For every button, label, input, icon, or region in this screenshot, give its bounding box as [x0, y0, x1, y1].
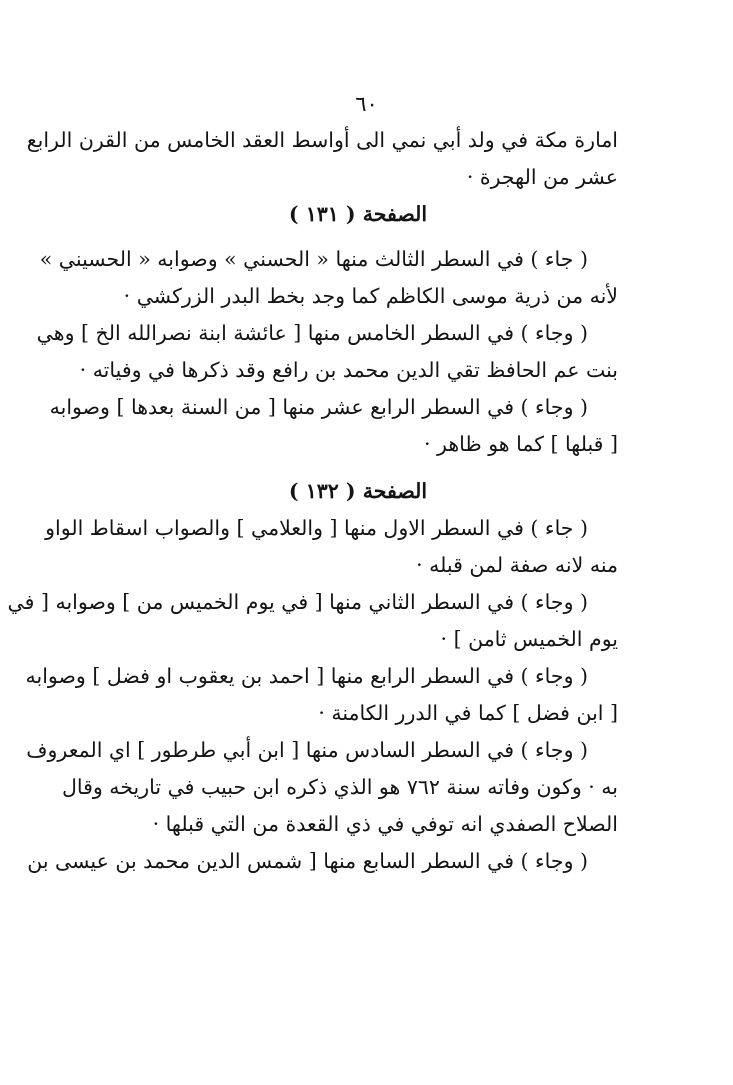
- text-line: ( وجاء ) في السطر الرابع عشر منها [ من السنة بعدها ] وصوابه: [49, 395, 588, 419]
- text-line: ( وجاء ) في السطر الثاني منها [ في يوم الخميس من ] وصوابه [ في: [7, 590, 588, 614]
- text-line: الصلاح الصفدي انه توفي في ذي القعدة من التي قبلها ·: [152, 812, 618, 836]
- text-line: لأنه من ذرية موسى الكاظم كما وجد بخط البدر الزركشي ·: [123, 284, 618, 308]
- text-line: عشر من الهجرة ·: [466, 165, 618, 189]
- text-line: بنت عم الحافظ تقي الدين محمد بن رافع وقد ذكرها في وفياته ·: [79, 358, 618, 382]
- text-line: [ قبلها ] كما هو ظاهر ·: [423, 432, 618, 456]
- text-line: ( جاء ) في السطر الثالث منها « الحسني » وصوابه « الحسيني »: [39, 247, 588, 271]
- text-line: يوم الخميس ثامن ] ·: [440, 627, 618, 651]
- text-line: ( جاء ) في السطر الاول منها [ والعلامي ] والصواب اسقاط الواو: [45, 516, 588, 540]
- text-line: ( وجاء ) في السطر الرابع منها [ احمد بن يعقوب او فضل ] وصوابه: [25, 664, 588, 688]
- text-line: امارة مكة في ولد أبي نمي الى أواسط العقد الخامس من القرن الرابع: [26, 128, 618, 152]
- text-line: ( وجاء ) في السطر الخامس منها [ عائشة ابنة نصرالله الخ ] وهي: [36, 321, 588, 345]
- page-number: ٦٠: [355, 92, 378, 116]
- section-heading: الصفحة ( ١٣٢ ): [288, 479, 428, 503]
- text-line: ( وجاء ) في السطر السادس منها [ ابن أبي طرطور ] اي المعروف: [26, 738, 588, 762]
- text-line: به · وكون وفاته سنة ٧٦٢ هو الذي ذكره ابن حبيب في تاريخه وقال: [61, 775, 618, 799]
- text-line: منه لانه صفة لمن قبله ·: [416, 553, 618, 577]
- text-line: ( وجاء ) في السطر السابع منها [ شمس الدين محمد بن عيسى بن: [27, 849, 588, 873]
- body-text: [7, 122, 618, 880]
- section-heading: الصفحة ( ١٣١ ): [288, 202, 428, 226]
- text-line: [ ابن فضل ] كما في الدرر الكامنة ·: [318, 701, 618, 725]
